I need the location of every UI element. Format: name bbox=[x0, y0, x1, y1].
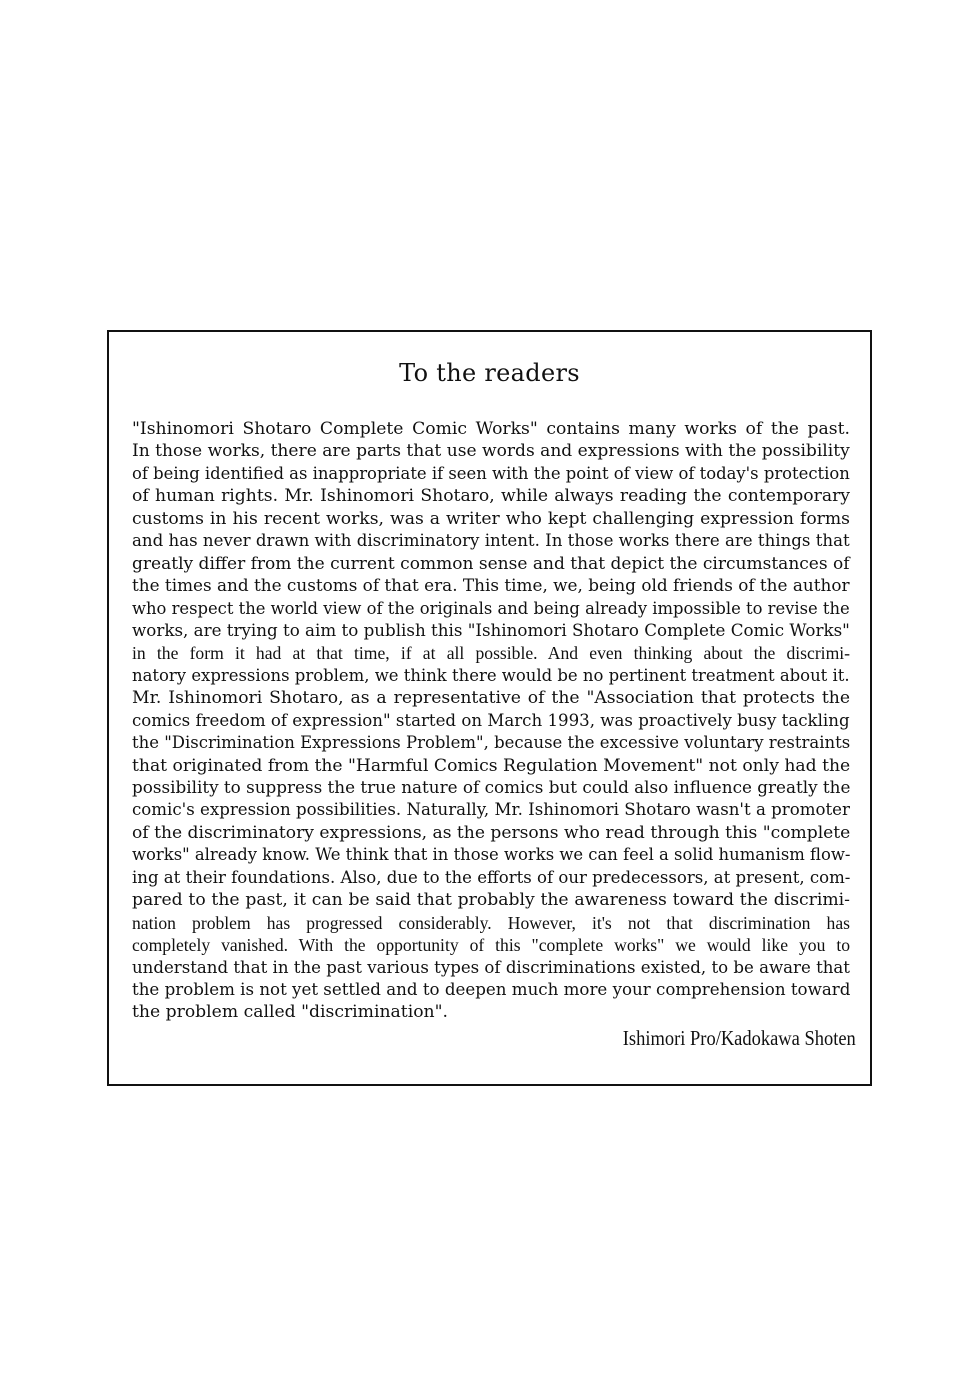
notice-line: the times and the customs of that era. This time, we, being old friends of the author bbox=[132, 576, 850, 597]
notice-signature: Ishimori Pro/Kadokawa Shoten bbox=[622, 1026, 856, 1050]
notice-line: works, are trying to aim to publish this "Ishinomori Shotaro Complete Comic Works" bbox=[132, 620, 850, 641]
notice-line: in the form it had at that time, if at all possible. And even thinking about the discrimi- bbox=[132, 643, 850, 664]
notice-line: of being identified as inappropriate if seen with the point of view of today's protection bbox=[132, 463, 850, 484]
notice-line: Mr. Ishinomori Shotaro, as a representative of the "Association that protects the bbox=[132, 688, 850, 709]
notice-line: customs in his recent works, was a writer who kept challenging expression forms bbox=[132, 508, 850, 529]
notice-line: comic's expression possibilities. Naturally, Mr. Ishinomori Shotaro wasn't a promoter bbox=[132, 800, 850, 821]
notice-title: To the readers bbox=[399, 359, 580, 387]
notice-line: ing at their foundations. Also, due to the efforts of our predecessors, at present, com- bbox=[132, 867, 851, 888]
notice-line: of the discriminatory expressions, as the persons who read through this "complete bbox=[132, 822, 851, 843]
notice-body bbox=[132, 418, 850, 1024]
notice-line: "Ishinomori Shotaro Complete Comic Works" contains many works of the past. bbox=[132, 419, 850, 439]
notice-line: who respect the world view of the originals and being already impossible to revise the bbox=[132, 598, 850, 619]
notice-line: comics freedom of expression" started on March 1993, was proactively busy tackling bbox=[132, 710, 850, 731]
notice-line: In those works, there are parts that use words and expressions with the possibility bbox=[132, 441, 850, 462]
notice-line: completely vanished. With the opportunity of this "complete works" we would like you to bbox=[132, 935, 850, 956]
notice-line: understand that in the past various types of discriminations existed, to be aware that bbox=[132, 957, 850, 978]
notice-line: greatly differ from the current common sense and that depict the circumstances of bbox=[132, 553, 850, 574]
notice-line: and has never drawn with discriminatory intent. In those works there are things that bbox=[132, 531, 850, 552]
notice-line: the problem is not yet settled and to deepen much more your comprehension toward bbox=[132, 979, 851, 1000]
notice-line: that originated from the "Harmful Comics Regulation Movement" not only had the bbox=[132, 755, 851, 776]
notice-box bbox=[107, 330, 872, 1086]
notice-line: of human rights. Mr. Ishinomori Shotaro, while always reading the contemporary bbox=[132, 486, 850, 507]
notice-line: works" already know. We think that in those works we can feel a solid humanism flow- bbox=[132, 845, 851, 866]
notice-line: nation problem has progressed considerably. However, it's not that discrimination has bbox=[132, 912, 850, 933]
notice-line: the problem called "discrimination". bbox=[132, 1002, 448, 1023]
notice-line: possibility to suppress the true nature of comics but could also influence greatly the bbox=[132, 778, 851, 798]
notice-line: natory expressions problem, we think there would be no pertinent treatment about it. bbox=[132, 665, 850, 686]
notice-line: pared to the past, it can be said that probably the awareness toward the discrimi- bbox=[132, 890, 850, 911]
notice-line: the "Discrimination Expressions Problem", because the excessive voluntary restraints bbox=[132, 733, 851, 754]
